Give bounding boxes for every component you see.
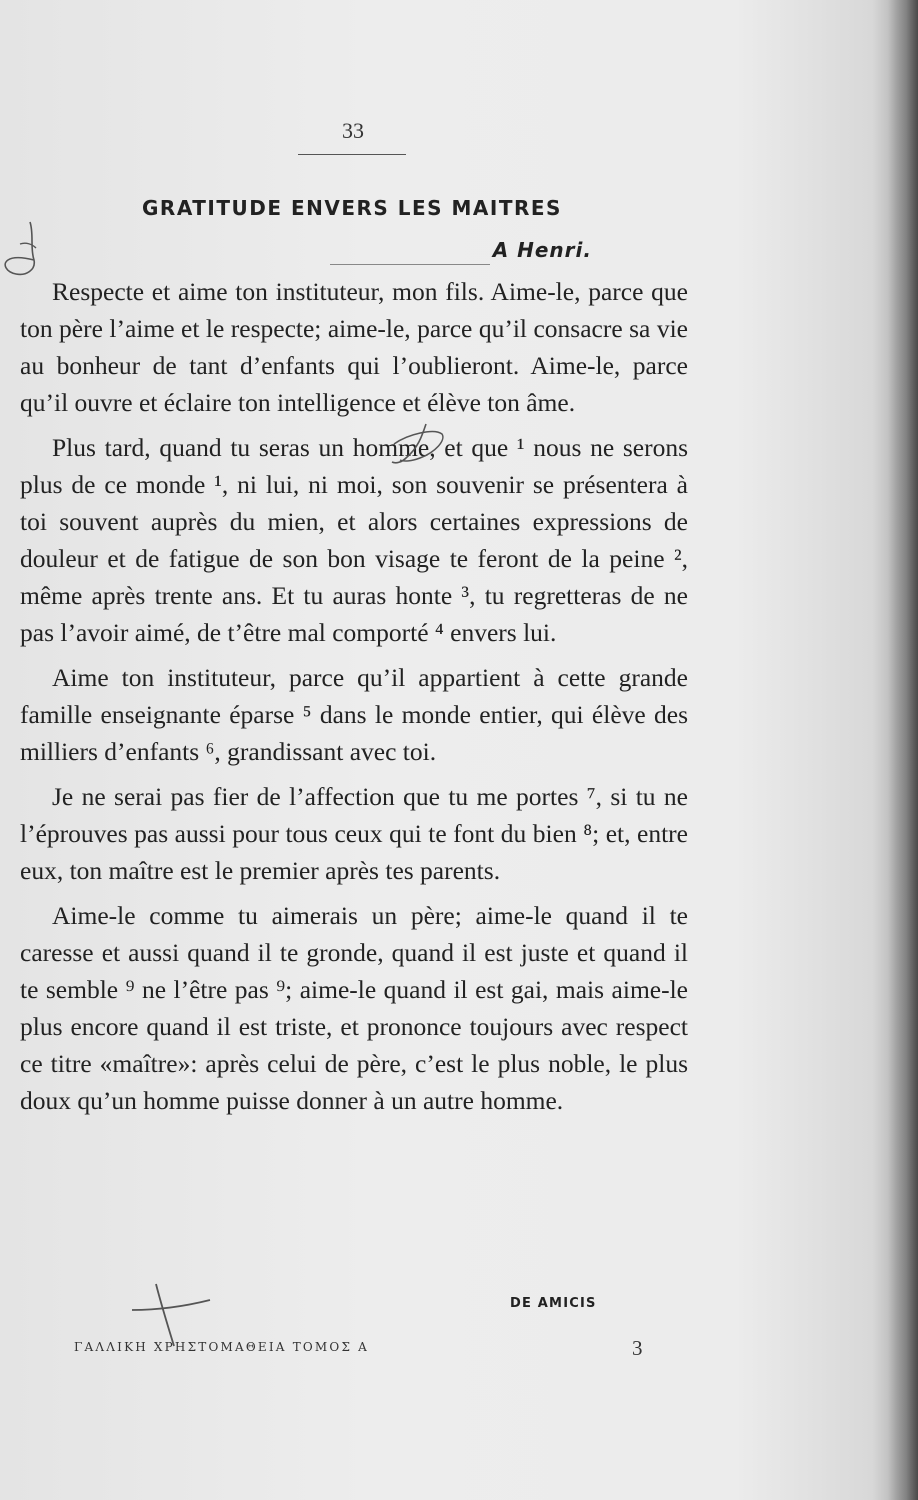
paragraph-1: Respecte et aime ton instituteur, mon fils. Aime-le, parce que ton père l’aime et le respecte; aime-le, parce qu’il consacre sa vie au bonheur de tant d’enfants qui l’oublieront. Aime-le, parce qu’il ouvre et éclaire ton intelligence et élève ton âme. bbox=[20, 277, 688, 417]
paragraph-4: Je ne serai pas fier de l’affection que tu me portes ⁷, si tu ne l’éprouves pas aussi pour tous ceux qui te font du bien ⁸; et, entre eux, ton maître est le premier après tes parents. bbox=[20, 782, 688, 885]
page-edge-shadow bbox=[888, 0, 918, 1500]
body-text bbox=[20, 273, 688, 1119]
paragraph-3: Aime ton instituteur, parce qu’il appartient à cette grande famille enseignante éparse ⁵ dans le monde entier, qui élève des milliers d’enfants ⁶, grandissant avec toi. bbox=[20, 663, 688, 766]
author-signature: DE AMICIS bbox=[510, 1296, 597, 1311]
page-number: 33 bbox=[342, 118, 364, 143]
paragraph-2: Plus tard, quand tu seras un homme, et que ¹ nous ne serons plus de ce monde ¹, ni lui, ni moi, son souvenir se présentera à toi souvent auprès du mien, et alors certaines expressions de douleur et de fatigue de son bon visage te feront de la peine ², même après trente ans. Et tu auras honte ³, tu regretteras de ne pas l’avoir aimé, de t’être mal comporté ⁴ envers lui. bbox=[20, 433, 688, 647]
dedication: A Henri. bbox=[492, 238, 592, 262]
paragraph-5: Aime-le comme tu aimerais un père; aime-le quand il te caresse et aussi quand il te gronde, quand il est juste et quand il te semble ⁹ ne l’être pas ⁹; aime-le quand il est gai, mais aime-le plus encore quand il est triste, et prononce toujours avec respect ce titre «maître»: après celui de père, c’est le plus noble, le plus doux qu’un homme puisse donner à un autre homme. bbox=[20, 901, 688, 1115]
pencil-mark-margin-icon bbox=[0, 214, 48, 280]
page-number-rule bbox=[298, 154, 406, 155]
footer-signature-number: 3 bbox=[632, 1336, 643, 1360]
chapter-title: GRATITUDE ENVERS LES MAITRES bbox=[142, 196, 562, 220]
footer-book-title: ΓΑΛΛΙΚΗ ΧΡΗΣΤΟΜΑΘΕΙΑ ΤΟΜΟΣ Α bbox=[74, 1340, 370, 1354]
dedication-rule bbox=[330, 264, 490, 265]
